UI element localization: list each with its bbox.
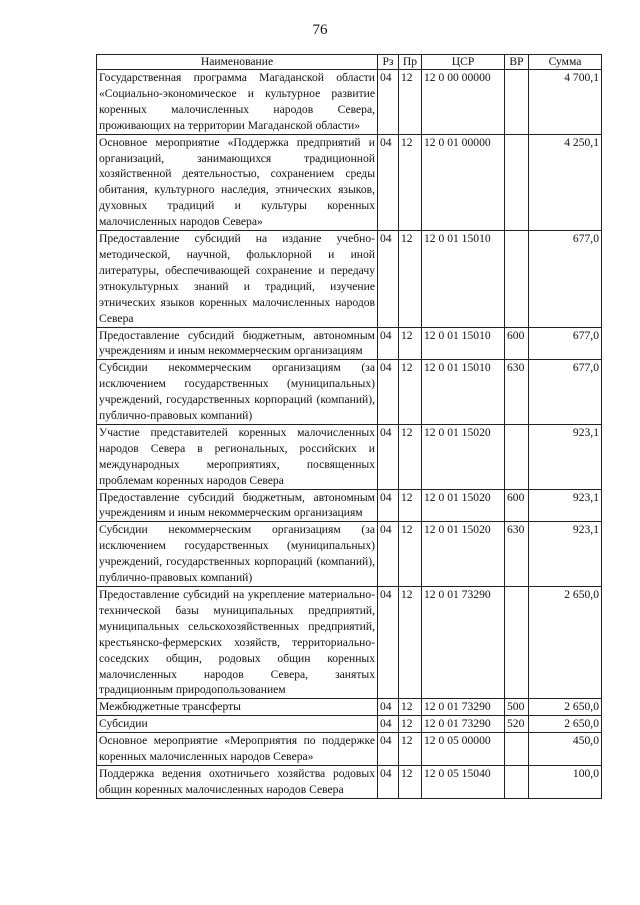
header-sum: Сумма [529,55,602,70]
row-csr: 12 0 01 15020 [422,489,505,522]
row-name: Субсидии [97,716,378,733]
row-sum: 2 650,0 [529,699,602,716]
row-pr: 12 [399,327,422,360]
table-row [97,70,602,135]
row-pr: 12 [399,699,422,716]
row-vr: 520 [505,716,529,733]
row-vr [505,733,529,766]
row-csr: 12 0 01 15020 [422,424,505,489]
row-pr: 12 [399,765,422,798]
row-vr [505,765,529,798]
row-pr: 12 [399,360,422,425]
row-pr: 12 [399,424,422,489]
table-row [97,327,602,360]
row-name: Субсидии некоммерческим организациям (за исключением государственных (муниципальных) учреждений, государственных корпораций (компаний), публично-правовых компаний) [97,522,378,587]
row-csr: 12 0 01 00000 [422,134,505,230]
row-vr: 630 [505,522,529,587]
row-pr: 12 [399,733,422,766]
row-sum: 100,0 [529,765,602,798]
row-csr: 12 0 00 00000 [422,70,505,135]
table-row [97,587,602,699]
table-row [97,134,602,230]
row-sum: 4 250,1 [529,134,602,230]
row-csr: 12 0 05 00000 [422,733,505,766]
row-rz: 04 [378,699,399,716]
row-rz: 04 [378,716,399,733]
table-row [97,765,602,798]
row-pr: 12 [399,716,422,733]
row-rz: 04 [378,733,399,766]
row-name: Поддержка ведения охотничьего хозяйства родовых общин коренных малочисленных народов Севера [97,765,378,798]
row-csr: 12 0 01 73290 [422,587,505,699]
row-rz: 04 [378,70,399,135]
table-row [97,489,602,522]
row-pr: 12 [399,587,422,699]
row-vr [505,70,529,135]
row-vr [505,587,529,699]
row-pr: 12 [399,134,422,230]
row-name: Участие представителей коренных малочисленных народов Севера в региональных, российских и международных мероприятиях, посвященных проблемам коренных народов Севера [97,424,378,489]
row-sum: 923,1 [529,522,602,587]
row-pr: 12 [399,70,422,135]
row-rz: 04 [378,424,399,489]
table-row [97,716,602,733]
row-rz: 04 [378,765,399,798]
row-sum: 677,0 [529,231,602,327]
table-row [97,231,602,327]
header-vr: ВР [505,55,529,70]
table-row [97,733,602,766]
row-vr: 600 [505,489,529,522]
row-csr: 12 0 05 15040 [422,765,505,798]
row-rz: 04 [378,134,399,230]
table-row [97,360,602,425]
row-pr: 12 [399,489,422,522]
table-header-row [97,55,602,70]
row-name: Предоставление субсидий на укрепление материально-технической базы муниципальных предприятий, муниципальных сельскохозяйственных предприятий, крестьянско-фермерских хозяйств, территориально-соседских общин, родовых общин коренных малочисленных народов Севера, занятых традиционным природопользованием [97,587,378,699]
row-vr [505,231,529,327]
header-csr: ЦСР [422,55,505,70]
row-name: Межбюджетные трансферты [97,699,378,716]
row-rz: 04 [378,360,399,425]
row-csr: 12 0 01 15010 [422,327,505,360]
row-sum: 4 700,1 [529,70,602,135]
row-name: Основное мероприятие «Мероприятия по поддержке коренных малочисленных народов Севера» [97,733,378,766]
row-pr: 12 [399,231,422,327]
row-pr: 12 [399,522,422,587]
row-sum: 2 650,0 [529,716,602,733]
row-vr [505,134,529,230]
row-vr: 600 [505,327,529,360]
row-csr: 12 0 01 15010 [422,360,505,425]
row-sum: 677,0 [529,360,602,425]
budget-table [96,54,602,799]
row-rz: 04 [378,587,399,699]
table-row [97,424,602,489]
row-name: Основное мероприятие «Поддержка предприятий и организаций, занимающихся традиционной хозяйственной деятельностью, сохранением среды обитания, культурного наследия, этнических языков, духовных традиций и культуры коренных малочисленных народов Севера» [97,134,378,230]
row-rz: 04 [378,522,399,587]
row-csr: 12 0 01 73290 [422,699,505,716]
row-name: Предоставление субсидий бюджетным, автономным учреждениям и иным некоммерческим организациям [97,327,378,360]
table-row [97,699,602,716]
row-vr [505,424,529,489]
row-vr: 500 [505,699,529,716]
row-name: Предоставление субсидий бюджетным, автономным учреждениям и иным некоммерческим организациям [97,489,378,522]
row-rz: 04 [378,231,399,327]
row-csr: 12 0 01 15020 [422,522,505,587]
row-name: Субсидии некоммерческим организациям (за исключением государственных (муниципальных) учреждений, государственных корпораций (компаний), публично-правовых компаний) [97,360,378,425]
row-vr: 630 [505,360,529,425]
row-csr: 12 0 01 73290 [422,716,505,733]
row-csr: 12 0 01 15010 [422,231,505,327]
row-rz: 04 [378,327,399,360]
row-name: Предоставление субсидий на издание учебно-методической, научной, фольклорной и иной литературы, обеспечивающей сохранение и передачу этнокультурных знаний и традиций, изучение этнических языков коренных малочисленных народов Севера [97,231,378,327]
row-sum: 923,1 [529,424,602,489]
row-sum: 2 650,0 [529,587,602,699]
row-name: Государственная программа Магаданской области «Социально-экономическое и культурное развитие коренных малочисленных народов Севера, проживающих на территории Магаданской области» [97,70,378,135]
header-name: Наименование [97,55,378,70]
page-number: 76 [312,22,328,38]
table-row [97,522,602,587]
row-sum: 450,0 [529,733,602,766]
row-sum: 923,1 [529,489,602,522]
row-sum: 677,0 [529,327,602,360]
header-pr: Пр [399,55,422,70]
header-rz: Рз [378,55,399,70]
row-rz: 04 [378,489,399,522]
